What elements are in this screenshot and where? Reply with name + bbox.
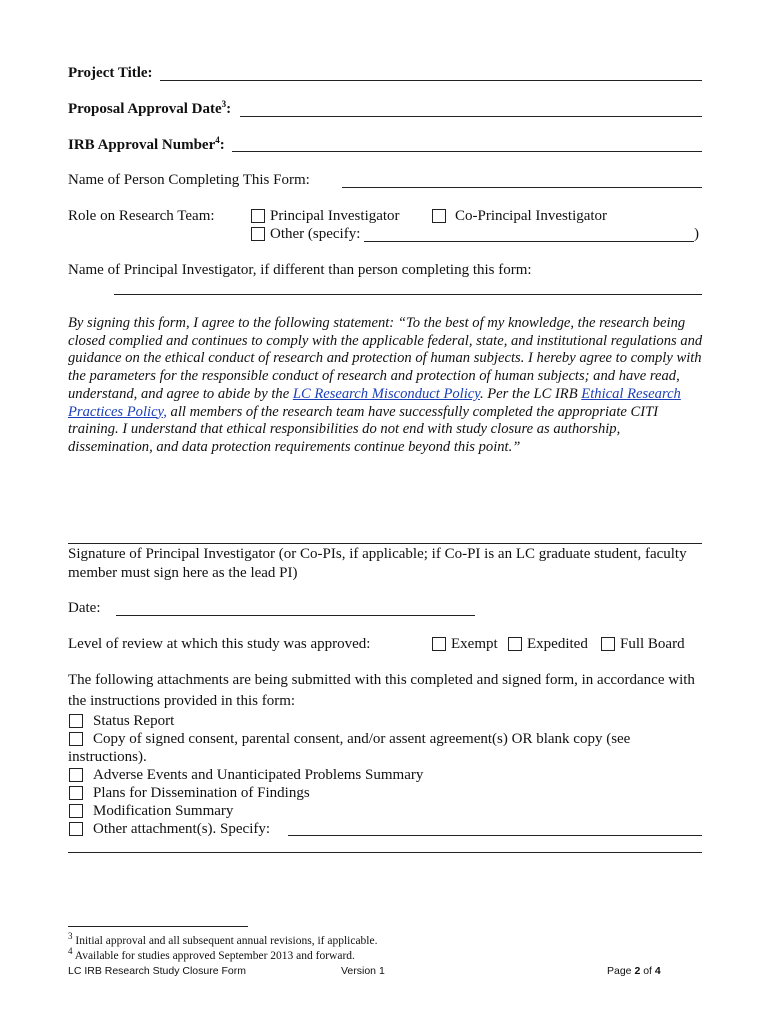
review-expedited-label: Expedited: [527, 636, 588, 652]
approval-date-field[interactable]: [240, 116, 702, 117]
attachment-status-report-checkbox[interactable]: [69, 714, 83, 728]
attachment-other-field[interactable]: [288, 835, 702, 836]
review-exempt-checkbox[interactable]: [432, 637, 446, 651]
research-misconduct-policy-link[interactable]: LC Research Misconduct Policy: [292, 385, 480, 402]
review-exempt-label: Exempt: [451, 636, 498, 652]
pi-name-field[interactable]: [114, 294, 702, 295]
signature-label-line2: member must sign here as the lead PI): [68, 565, 298, 581]
project-title-field[interactable]: [160, 80, 702, 81]
signature-field[interactable]: [68, 543, 702, 544]
attachment-other-label: Other attachment(s). Specify:: [93, 821, 271, 837]
footnote-3: $^3$ Initial approval and all subsequent annual revisions, if applicable.: [68, 931, 378, 947]
role-other-close: ): [694, 226, 699, 242]
irb-number-label: IRB Approval Number$^4$:: [68, 135, 225, 153]
attachment-dissemination-checkbox[interactable]: [69, 786, 83, 800]
attachment-modification-label: Modification Summary: [93, 803, 234, 819]
person-name-label: Name of Person Completing This Form:: [68, 172, 310, 188]
footer-form-name: LC IRB Research Study Closure Form: [68, 965, 246, 977]
attachment-dissemination-label: Plans for Dissemination of Findings: [93, 785, 310, 801]
attachment-consent-copy-continuation: instructions).: [68, 749, 147, 765]
role-pi-label: Principal Investigator: [270, 208, 400, 224]
review-level-label: Level of review at which this study was approved:: [68, 636, 371, 652]
footer-version: Version 1: [341, 965, 385, 977]
review-fullboard-label: Full Board: [620, 636, 685, 652]
attachment-modification-checkbox[interactable]: [69, 804, 83, 818]
date-label: Date:: [68, 600, 101, 616]
role-copi-checkbox[interactable]: [432, 209, 446, 223]
role-other-field[interactable]: [364, 241, 694, 242]
role-copi-label: Co-Principal Investigator: [455, 208, 608, 224]
agreement-statement: By signing this form, I agree to the following statement: “To the best of my knowledge, the research being closed complied and continues to comply with the applicable federal, state, and institutional regulations and guidance on the ethical conduct of research and protection of human subjects. I hereby agree to comply with the parameters for the responsible conduct of research and protection of human subjects; and have read, understand, and agree to abide by the LC Research Misconduct Policy. Per the LC IRB Ethical Research Practices Policy, all members of the research team have successfully completed the appropriate CITI training. I understand that ethical responsibilities do not end with study closure as authorship, dissemination, and data protection requirements continue beyond this point.”: [68, 315, 703, 455]
attachment-adverse-events-label: Adverse Events and Unanticipated Problems Summary: [93, 767, 424, 783]
role-label: Role on Research Team:: [68, 208, 215, 224]
footnote-ref-4: 4: [215, 135, 220, 145]
attachment-adverse-events-checkbox[interactable]: [69, 768, 83, 782]
person-name-field[interactable]: [342, 187, 702, 188]
footnote-ref-3: 3: [221, 99, 227, 109]
review-expedited-checkbox[interactable]: [508, 637, 522, 651]
footnote-4: $^4$ Available for studies approved September 2013 and forward.: [68, 946, 355, 962]
approval-date-label: Proposal Approval Date$^3$:: [68, 99, 232, 117]
attachment-other-field-2[interactable]: [68, 852, 702, 853]
attachments-intro-line1: The following attachments are being submitted with this completed and signed form, in accordance with: [68, 672, 695, 688]
project-title-label: Project Title:: [68, 65, 153, 81]
attachment-other-checkbox[interactable]: [69, 822, 83, 836]
attachments-intro-line2: the instructions provided in this form:: [68, 693, 296, 709]
footnote-separator: [68, 926, 248, 927]
attachment-consent-copy-checkbox[interactable]: [69, 732, 83, 746]
role-other-checkbox[interactable]: [251, 227, 265, 241]
irb-number-field[interactable]: [232, 151, 702, 152]
attachment-status-report-label: Status Report: [93, 713, 175, 729]
review-fullboard-checkbox[interactable]: [601, 637, 615, 651]
date-field[interactable]: [116, 615, 475, 616]
signature-label-line1: Signature of Principal Investigator (or Co-PIs, if applicable; if Co-PI is an LC graduate student, faculty: [68, 546, 687, 562]
footer-page-number: Page 2 of 4: [607, 965, 661, 977]
pi-name-label: Name of Principal Investigator, if different than person completing this form:: [68, 262, 532, 278]
ethical-research-practices-policy-link[interactable]: Ethical Research Practices Policy,: [68, 385, 681, 420]
attachment-consent-copy-label: Copy of signed consent, parental consent, and/or assent agreement(s) OR blank copy (see: [93, 731, 631, 747]
role-other-label: Other (specify:: [270, 226, 361, 242]
role-pi-checkbox[interactable]: [251, 209, 265, 223]
